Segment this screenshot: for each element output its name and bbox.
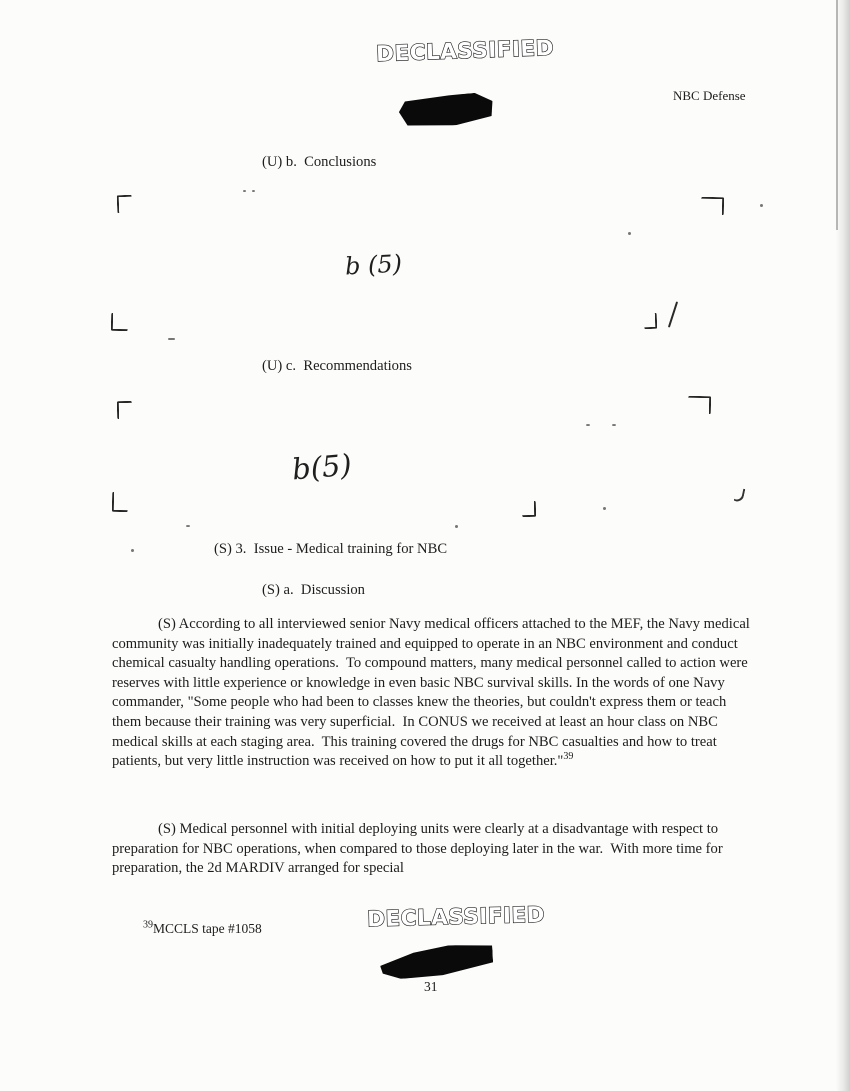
redaction-box2-corner-top-left bbox=[117, 401, 132, 419]
footnote-reference-39: 39 bbox=[563, 751, 574, 763]
conclusions-heading: (U) b. Conclusions bbox=[262, 154, 377, 170]
redaction-box2-corner-bottom-right bbox=[522, 501, 536, 517]
redaction-box1-corner-bottom-right bbox=[644, 313, 658, 329]
redaction-box2-corner-top-right bbox=[688, 396, 711, 414]
scan-speck bbox=[252, 190, 255, 192]
redaction-box2-corner-bottom-left bbox=[112, 492, 128, 512]
exemption-code-box1: b (5) bbox=[344, 249, 403, 281]
stray-pen-mark bbox=[734, 487, 746, 503]
scan-speck bbox=[603, 507, 606, 510]
exemption-code-box2: b(5) bbox=[290, 447, 354, 487]
scan-speck bbox=[612, 424, 616, 426]
scan-speck bbox=[243, 190, 246, 192]
declassified-stamp-top bbox=[374, 23, 555, 75]
pen-slash-mark bbox=[668, 301, 678, 327]
scan-speck bbox=[168, 338, 175, 340]
scan-edge-shadow bbox=[836, 0, 850, 1091]
scan-speck bbox=[586, 424, 590, 426]
footnote bbox=[143, 921, 262, 937]
discussion-paragraph-1 bbox=[112, 615, 754, 772]
discussion-paragraph-2: (S) Medical personnel with initial deploying units were clearly at a disadvantage with respect to preparation for NBC operations, when compared to those deploying later in the war. With more time for preparation, the 2d MARDIV arranged for special bbox=[112, 821, 727, 877]
scan-speck bbox=[455, 525, 458, 528]
scan-edge-line bbox=[836, 0, 838, 230]
redaction-box1-corner-top-right bbox=[701, 197, 724, 215]
scan-speck bbox=[628, 232, 631, 235]
footnote-text: MCCLS tape #1058 bbox=[153, 921, 262, 936]
footnote-number: 39 bbox=[143, 919, 153, 931]
discussion-paragraph-1-text: (S) According to all interviewed senior Navy medical officers attached to the MEF, the Navy medical community was initially inadequately trained and equipped to operate in an NBC environment and conduct chemical casualty handling operations. To compound matters, many medical personnel called to action were reserves with little experience or knowledge in even basic NBC survival skills. In the words of one Navy commander, "Some people who had been to classes knew the theories, but couldn't express them or teach them because their training was very superficial. In CONUS we received at least an hour class on NBC medical skills at each staging area. This training covered the drugs for NBC casualties and how to treat patients, but very little instruction was received on how to put it all together." bbox=[112, 616, 754, 770]
scan-speck bbox=[760, 204, 763, 207]
redaction-mark-bottom bbox=[379, 943, 493, 980]
doc-label: NBC Defense bbox=[673, 88, 746, 103]
redaction-box1-corner-bottom-left bbox=[111, 313, 128, 331]
declassified-stamp-bottom bbox=[365, 890, 546, 941]
redaction-mark-top bbox=[396, 92, 494, 130]
scan-speck bbox=[131, 549, 134, 552]
declassified-stamp-top-text: DECLASSIFIED bbox=[375, 35, 555, 68]
page-number: 31 bbox=[424, 979, 438, 994]
discussion-heading: (S) a. Discussion bbox=[262, 582, 365, 598]
scan-speck bbox=[186, 525, 190, 527]
declassified-stamp-bottom-text: DECLASSIFIED bbox=[366, 902, 546, 933]
issue-heading: (S) 3. Issue - Medical training for NBC bbox=[214, 541, 448, 557]
redaction-box1-corner-top-left bbox=[117, 195, 133, 214]
recommendations-heading: (U) c. Recommendations bbox=[262, 358, 412, 374]
